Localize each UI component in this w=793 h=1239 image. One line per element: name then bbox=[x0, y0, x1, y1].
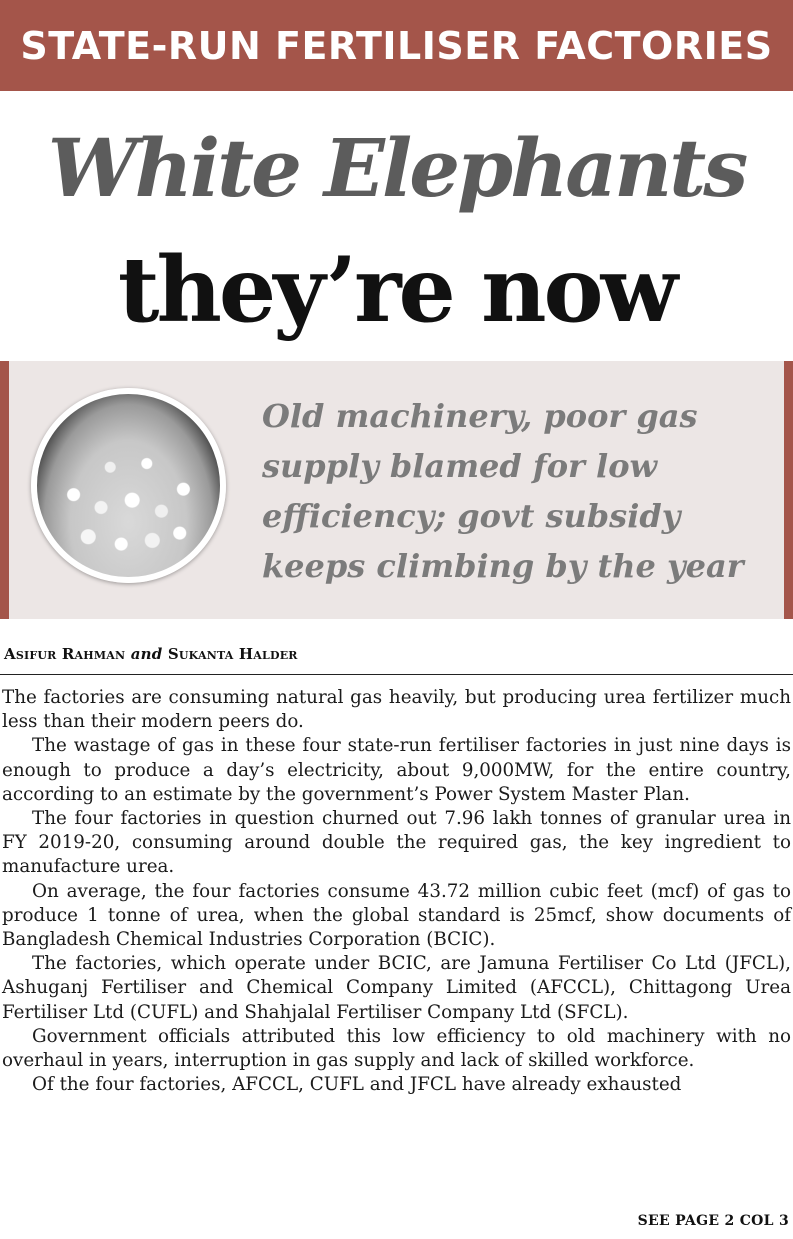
paragraph: The four factories in question churned out 7.96 lakh tonnes of granular urea in FY 2019-20, consuming around double the required gas, the key ingredient to manufacture urea. bbox=[2, 808, 791, 878]
paragraph: The factories, which operate under BCIC, are Jamuna Fertiliser Co Ltd (JFCL), Ashuganj Fertiliser and Chemical Company Limited (AFCCL), Chittagong Urea Fertiliser Ltd (CUFL) and Shahjalal Fertiliser Company Ltd (SFCL). bbox=[2, 953, 791, 1023]
byline bbox=[4, 645, 298, 663]
author-1: Asifur Rahman bbox=[4, 645, 126, 663]
kicker-text: STATE-RUN FERTILISER FACTORIES bbox=[20, 23, 773, 68]
paragraph: Of the four factories, AFCCL, CUFL and JFCL have already exhausted bbox=[32, 1074, 682, 1096]
headline-line-2: they’re now bbox=[117, 237, 676, 343]
deck-left-bar bbox=[0, 361, 9, 619]
paragraph: On average, the four factories consume 43.72 million cubic feet (mcf) of gas to produce 1 tonne of urea, when the global standard is 25mcf, show documents of Bangladesh Chemical Industries Corporation (BCIC). bbox=[2, 880, 791, 951]
paragraph: The factories are consuming natural gas heavily, but producing urea fertilizer much less than their modern peers do. bbox=[2, 687, 791, 733]
byline-divider bbox=[0, 674, 793, 675]
author-2: Sukanta Halder bbox=[167, 645, 298, 663]
paragraph: Government officials attributed this low efficiency to old machinery with no overhaul in years, interruption in gas supply and lack of skilled workforce. bbox=[2, 1025, 791, 1072]
section-kicker bbox=[0, 0, 793, 91]
deck-box bbox=[0, 361, 793, 619]
deck-right-bar bbox=[784, 361, 793, 619]
byline-conjunction: and bbox=[130, 645, 163, 663]
headline-line-1: White Elephants bbox=[47, 121, 746, 215]
article-body bbox=[2, 686, 791, 1097]
deck-text: Old machinery, poor gas supply blamed for low efficiency; govt subsidy keeps climbing by the year bbox=[262, 397, 744, 585]
urea-granules-photo bbox=[31, 388, 226, 583]
jump-line[interactable]: SEE PAGE 2 COL 3 bbox=[637, 1213, 789, 1229]
paragraph: The wastage of gas in these four state-run fertiliser factories in just nine days is enough to produce a day’s electricity, about 9,000MW, for the entire country, according to an estimate by the government’s Power System Master Plan. bbox=[2, 735, 791, 805]
